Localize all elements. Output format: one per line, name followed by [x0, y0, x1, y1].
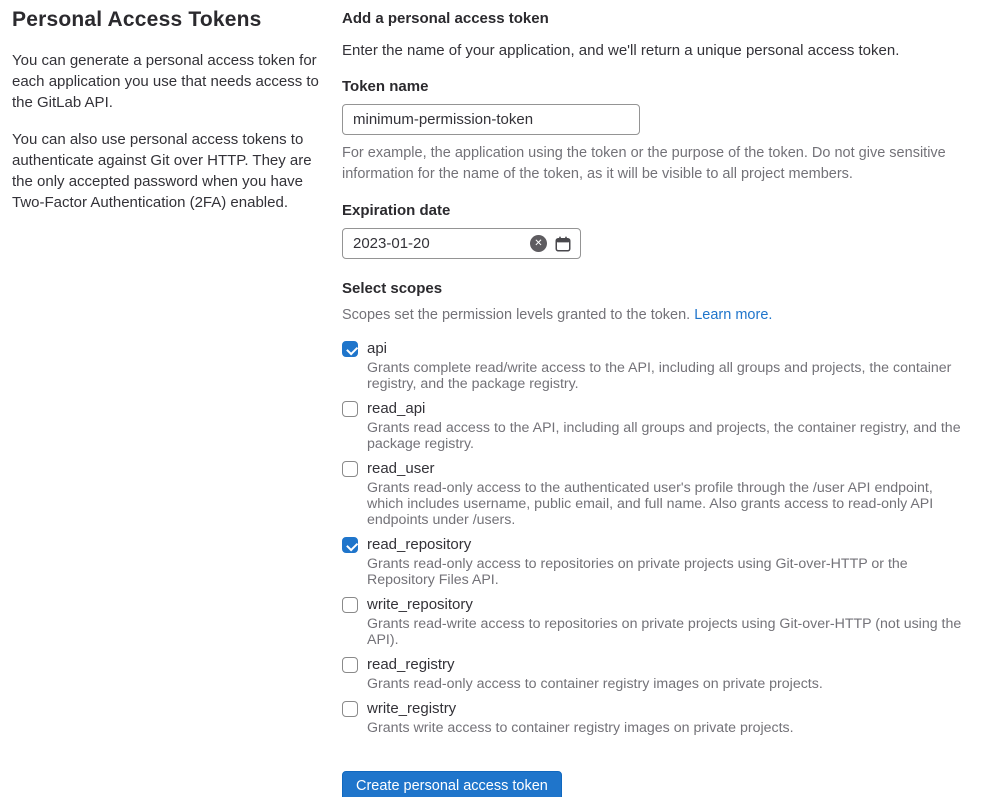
scope-name-label[interactable]: read_repository [367, 536, 472, 553]
scope-name-label[interactable]: read_registry [367, 656, 455, 673]
scope-name-label[interactable]: read_user [367, 460, 435, 477]
scope-checkbox[interactable] [342, 657, 358, 673]
page-title: Personal Access Tokens [12, 8, 262, 31]
expiration-date-input[interactable] [342, 228, 581, 259]
expiration-date-label: Expiration date [342, 202, 451, 219]
scope-description: Grants read-write access to repositories on private projects using Git-over-HTTP (not using the API). [367, 616, 962, 648]
form-subheading: Enter the name of your application, and we'll return a unique personal access token. [342, 42, 900, 59]
scope-row [342, 700, 964, 736]
scope-row [342, 400, 964, 452]
scope-checkbox[interactable] [342, 461, 358, 477]
select-scopes-label: Select scopes [342, 280, 443, 297]
token-name-help: For example, the application using the token or the purpose of the token. Do not give sensitive information for the name of the token, as it will be visible to all project members. [342, 145, 946, 182]
scope-checkbox[interactable] [342, 341, 358, 357]
scope-row [342, 536, 964, 588]
scope-name-label[interactable]: write_registry [367, 700, 457, 717]
scope-row [342, 596, 964, 648]
scope-checkbox[interactable] [342, 701, 358, 717]
scope-row [342, 460, 964, 528]
scope-checkbox[interactable] [342, 537, 358, 553]
create-token-button[interactable]: Create personal access token [342, 771, 562, 797]
scope-name-label[interactable]: write_repository [367, 596, 473, 613]
scope-name-label[interactable]: read_api [367, 400, 426, 417]
learn-more-link[interactable]: Learn more. [694, 307, 773, 323]
scope-description: Grants complete read/write access to the API, including all groups and projects, the container registry, and the package registry. [367, 360, 952, 392]
token-form [342, 0, 964, 797]
scope-description: Grants read-only access to container registry images on private projects. [367, 676, 823, 692]
expiration-date-value: 2023-01-20 [353, 235, 430, 252]
scope-row [342, 340, 964, 392]
scopes-list [342, 340, 964, 736]
calendar-icon[interactable] [555, 236, 571, 252]
intro-paragraph-2: You can also use personal access tokens to authenticate against Git over HTTP. They are the only accepted password when you have Two-Factor Authentication (2FA) enabled. [12, 131, 312, 211]
form-heading: Add a personal access token [342, 10, 549, 27]
scopes-help-text: Scopes set the permission levels granted to the token. [342, 307, 691, 323]
token-name-label: Token name [342, 78, 429, 95]
scope-description: Grants write access to container registry images on private projects. [367, 720, 794, 736]
scope-description: Grants read-only access to the authenticated user's profile through the /user API endpoint, which includes username, public email, and full name. Also grants access to read-only API endpoints under /users. [367, 480, 934, 528]
scope-checkbox[interactable] [342, 597, 358, 613]
scope-description: Grants read access to the API, including all groups and projects, the container registry, and the package registry. [367, 420, 961, 452]
scope-name-label[interactable]: api [367, 340, 388, 357]
intro-paragraph-1: You can generate a personal access token for each application you use that needs access to the GitLab API. [12, 52, 319, 111]
scope-row [342, 656, 964, 692]
sidebar-description [12, 8, 320, 229]
scope-description: Grants read-only access to repositories on private projects using Git-over-HTTP or the Repository Files API. [367, 556, 908, 588]
scope-checkbox[interactable] [342, 401, 358, 417]
clear-date-icon[interactable]: ✕ [530, 235, 547, 252]
token-name-input[interactable] [342, 104, 640, 135]
scopes-help [342, 305, 964, 326]
